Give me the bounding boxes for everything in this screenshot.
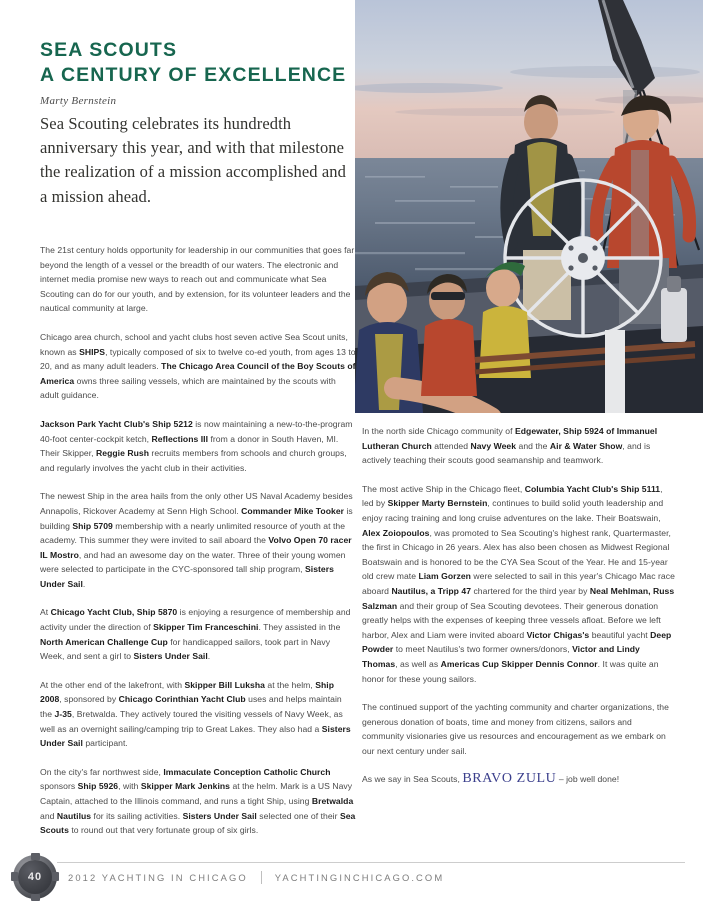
body-column-right <box>362 424 675 801</box>
emphasis-run: Nautilus <box>56 810 92 821</box>
closing-lead: As we say in Sea Scouts, <box>362 774 463 785</box>
emphasis-run: Sisters Under Sail <box>40 723 351 749</box>
body-paragraph <box>362 424 675 468</box>
emphasis-run: North American Challenge Cup <box>40 636 168 647</box>
emphasis-run: Chicago Corinthian Yacht Club <box>118 694 246 705</box>
text-run: from a donor in South Haven, MI. Their Skipper, <box>40 433 339 459</box>
bravo-zulu-phrase: BRAVO ZULU <box>462 771 557 787</box>
text-run: , Bretwalda. They actively toured the visiting vessels of Navy Week, as well as an overnight sailing/camping trip to Great Lakes. They also had a <box>40 709 343 734</box>
text-run: for handicapped sailors, took part in Navy Week, and sent a girl to <box>40 636 331 662</box>
emphasis-run: Bretwalda <box>311 796 354 806</box>
text-run: At <box>40 607 51 618</box>
text-run: , led by <box>362 483 663 509</box>
body-paragraph <box>362 482 675 686</box>
emphasis-run: Ship 5926 <box>77 781 119 792</box>
emphasis-run: Jackson Park Yacht Club's Ship 5212 <box>40 418 193 429</box>
body-paragraph <box>40 605 356 663</box>
text-run: chartered for the third year by <box>471 585 590 596</box>
body-paragraph <box>40 765 356 838</box>
text-run: Chicago area church, school and yacht clubs host seven active Sea Scout units, known as <box>40 331 348 357</box>
text-run: at the helm. Mark is a US Navy Captain, attached to the Illinois command, and runs a tight Ship, using <box>40 781 353 806</box>
text-run: , continues to build solid youth leadership and enjoy racing training and long cruise adventures on the lake. Their Boatswain, <box>362 498 664 523</box>
page-number-label: 40 <box>18 860 52 894</box>
emphasis-run: Immaculate Conception Catholic Church <box>163 766 331 777</box>
page-number-badge <box>13 855 57 899</box>
emphasis-run: Sisters Under Sail <box>40 564 334 589</box>
emphasis-run: Commander Mike Tooker <box>241 505 345 516</box>
text-run: beautiful yacht <box>589 629 651 640</box>
text-run: and <box>40 810 57 821</box>
emphasis-run: Nautilus, a Tripp 47 <box>391 585 472 596</box>
footer-website-link[interactable]: YACHTINGINCHICAGO.COM <box>274 872 445 883</box>
article-headline: A CENTURY OF EXCELLENCE <box>40 64 347 86</box>
emphasis-run: Ship 2008 <box>40 679 334 705</box>
emphasis-run: Sisters Under Sail <box>133 651 208 662</box>
text-run: . They assisted in the <box>258 622 341 633</box>
text-run: were selected to sail in this year's Chicago Mac race aboard <box>362 571 675 596</box>
text-run: owns three sailing vessels, which are maintained by the scouts with adult guidance. <box>40 375 336 401</box>
text-run: , with <box>118 781 141 792</box>
text-run: . <box>82 578 86 589</box>
text-run: , as well as <box>395 658 441 669</box>
body-paragraph <box>40 330 356 403</box>
body-paragraph <box>362 700 675 758</box>
body-paragraph <box>40 489 356 591</box>
closing-tail: – job well done! <box>556 774 620 785</box>
text-run: . <box>207 651 211 662</box>
emphasis-run: The Chicago Area Council of the Boy Scouts of America <box>40 361 356 386</box>
text-run: The newest Ship in the area hails from the only other US Naval Academy besides Annapolis, Rickover Academy at Senn High School. <box>40 491 353 516</box>
porthole-hinge-left-icon <box>11 872 18 881</box>
text-run: is now maintaining a new-to-the-program 40-foot center-cockpit ketch, <box>40 418 353 444</box>
text-run: , typically composed of six to twelve co-ed youth, from ages 13 to 20, and as many adult leaders. <box>40 346 356 372</box>
text-run: to meet Nautilus's two former owners/donors, <box>393 644 573 655</box>
text-run: membership with a nearly unlimited resource of youth at the academy. This summer they were invited to sail aboard the <box>40 520 346 546</box>
text-run: uses and helps maintain the <box>40 694 342 720</box>
article-header <box>40 38 356 107</box>
text-run: and the <box>516 440 550 451</box>
footer-issue-label: 2012 YACHTING IN CHICAGO <box>68 872 248 883</box>
porthole-hinge-top-icon <box>31 853 40 860</box>
text-run: At the other end of the lakefront, with <box>40 679 185 690</box>
emphasis-run: Columbia Yacht Club's Ship 5111 <box>524 483 661 494</box>
emphasis-run: Chicago Yacht Club, Ship 5870 <box>50 607 178 618</box>
text-run: The 21st century holds opportunity for leadership in our communities that goes far beyond the length of a vessel or the breadth of our waters. The electronic and internet media promise new ways to reach out and communicate what Sea Scouting can do for our youth, and by extension, for its volunteer leaders and the nautical community at large. <box>40 245 355 314</box>
emphasis-run: Skipper Mark Jenkins <box>140 781 231 792</box>
sailing-photo-illustration <box>355 0 703 413</box>
text-run: participant. <box>82 738 128 749</box>
footer-divider <box>57 862 685 863</box>
text-run: , was promoted to Sea Scouting's highest rank, Quartermaster, the first in Chicago in 26 years. Alex has also been chosen as Midwest Regional Boatswain and is honored to be the CYA Sea Scout of the Year. He and 15-year old crew mate <box>362 527 671 582</box>
emphasis-run: Skipper Marty Bernstein <box>387 498 488 509</box>
emphasis-run: Navy Week <box>470 440 517 451</box>
footer-bar <box>68 871 444 884</box>
emphasis-run: Alex Zoiopoulos <box>362 527 430 538</box>
emphasis-run: Neal Mehlman, Russ Salzman <box>362 585 675 611</box>
body-column-left <box>40 243 356 852</box>
text-run: selected one of their <box>256 810 340 821</box>
emphasis-run: Skipper Bill Luksha <box>184 679 265 690</box>
text-run: at the helm, <box>264 679 316 690</box>
closing-line <box>362 772 675 787</box>
emphasis-run: Sea Scouts <box>40 810 356 836</box>
emphasis-run: Air & Water Show <box>549 440 623 451</box>
emphasis-run: Liam Gorzen <box>418 571 471 582</box>
article-deck: Sea Scouting celebrates its hundredth anniversary this year, and with that milestone the realization of a mission accomplished and a mission ahead. <box>40 114 346 206</box>
emphasis-run: Skipper Tim Franceschini <box>153 622 259 633</box>
emphasis-run: Ship 5709 <box>72 520 113 531</box>
emphasis-run: Sisters Under Sail <box>182 810 257 821</box>
article-kicker: SEA SCOUTS <box>40 39 178 61</box>
text-run: to round out that very fortunate group of six girls. <box>68 825 259 836</box>
emphasis-run: Americas Cup Skipper Dennis Connor <box>440 658 598 669</box>
text-run: The most active Ship in the Chicago fleet, <box>362 483 525 494</box>
emphasis-run: Reflections III <box>151 433 209 444</box>
body-paragraph <box>40 678 356 751</box>
text-run: The continued support of the yachting community and charter organizations, the generous donation of boats, time and money from citizens, sailors and community visionaries give us resources and encouragement as we embark on our next century under sail. <box>362 702 669 756</box>
text-run: , and had an awesome day on the water. Three of their young women were selected to participate in the CYC-sponsored tall ship program, <box>40 549 346 575</box>
text-run: In the north side Chicago community of <box>362 426 515 436</box>
emphasis-run: Deep Powder <box>362 629 672 655</box>
article-byline: Marty Bernstein <box>40 95 117 107</box>
text-run: , sponsored by <box>59 694 119 705</box>
text-run: . It was quite an honor for these young sailors. <box>362 658 659 684</box>
emphasis-run: Volvo Open 70 racer IL Mostro <box>40 535 352 560</box>
emphasis-run: Victor and Lindy Thomas <box>362 644 640 669</box>
text-run: and their group of Sea Scouting devotees. Their generous donation greatly helps with the expenses of keeping three vessels afloat. Before we left harbor, Alex and Liam were invited aboard <box>362 600 661 640</box>
hero-photo <box>355 0 703 413</box>
text-run: for its sailing activities. <box>91 810 183 821</box>
emphasis-run: SHIPS <box>79 346 106 357</box>
emphasis-run: Victor Chigas's <box>526 629 590 640</box>
text-run: recruits members from schools and church groups, and regularly involves the yacht club in their activities. <box>40 448 347 473</box>
footer-separator <box>261 871 262 884</box>
text-run: , and is actively teaching their scouts good seamanship and teamwork. <box>362 440 651 466</box>
porthole-hinge-right-icon <box>52 872 59 881</box>
text-run: is enjoying a resurgence of membership and activity under the direction of <box>40 607 351 633</box>
emphasis-run: J-35 <box>54 709 72 720</box>
text-run: is building <box>40 505 353 531</box>
body-paragraph <box>40 417 356 475</box>
emphasis-run: Edgewater, Ship 5924 of Immanuel Lutheran Church <box>362 426 658 451</box>
text-run: sponsors <box>40 781 78 792</box>
text-run: attended <box>431 440 471 451</box>
emphasis-run: Reggie Rush <box>96 448 149 459</box>
body-paragraph <box>40 243 356 316</box>
text-run: On the city's far northwest side, <box>40 766 164 777</box>
